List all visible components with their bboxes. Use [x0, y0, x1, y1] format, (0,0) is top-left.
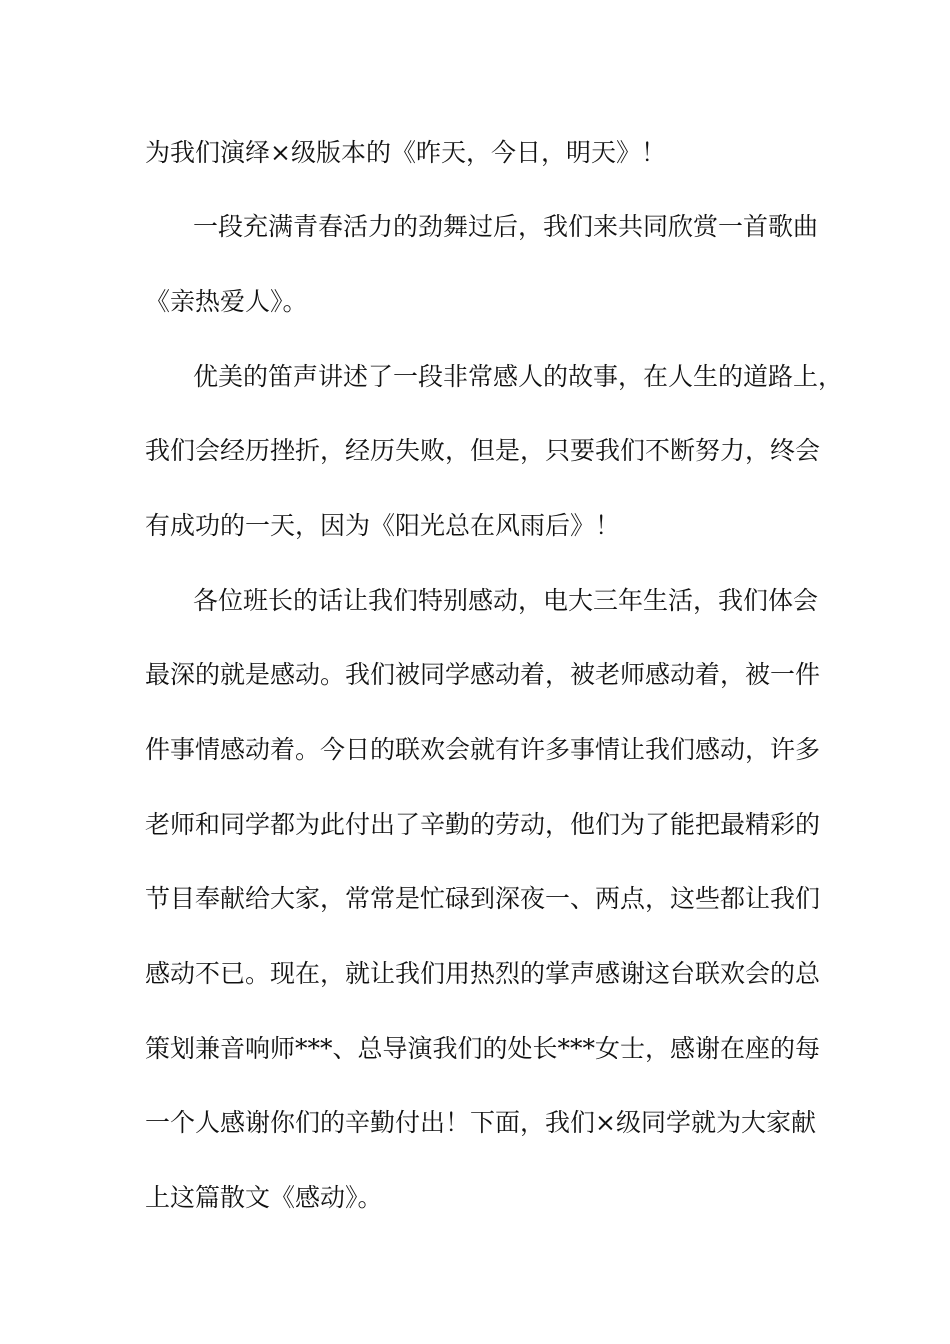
text-line-11: 节目奉献给大家，常常是忙碌到深夜一、两点，这些都让我们	[145, 884, 821, 913]
text-line-13: 策划兼音响师***、总导演我们的处长***女士，感谢在座的每	[145, 1034, 821, 1063]
text-line-4: 优美的笛声讲述了一段非常感人的故事，在人生的道路上，	[193, 362, 844, 391]
text-line-6: 有成功的一天，因为《阳光总在风雨后》！	[145, 511, 621, 540]
text-line-12: 感动不已。现在，就让我们用热烈的掌声感谢这台联欢会的总	[145, 959, 821, 988]
text-line-3: 《亲热爱人》。	[145, 287, 308, 316]
text-line-8: 最深的就是感动。我们被同学感动着，被老师感动着，被一件	[145, 660, 821, 689]
text-line-2: 一段充满青春活力的劲舞过后，我们来共同欣赏一首歌曲	[193, 212, 819, 241]
text-line-1: 为我们演绎×级版本的《昨天，今日，明天》！	[145, 138, 666, 167]
text-line-10: 老师和同学都为此付出了辛勤的劳动，他们为了能把最精彩的	[145, 810, 821, 839]
text-line-9: 件事情感动着。今日的联欢会就有许多事情让我们感动，许多	[145, 735, 821, 764]
text-line-14: 一个人感谢你们的辛勤付出！下面，我们×级同学就为大家献	[145, 1108, 816, 1137]
text-line-15: 上这篇散文《感动》。	[145, 1183, 383, 1212]
text-line-5: 我们会经历挫折，经历失败，但是，只要我们不断努力，终会	[145, 436, 821, 465]
text-line-7: 各位班长的话让我们特别感动，电大三年生活，我们体会	[193, 586, 819, 615]
